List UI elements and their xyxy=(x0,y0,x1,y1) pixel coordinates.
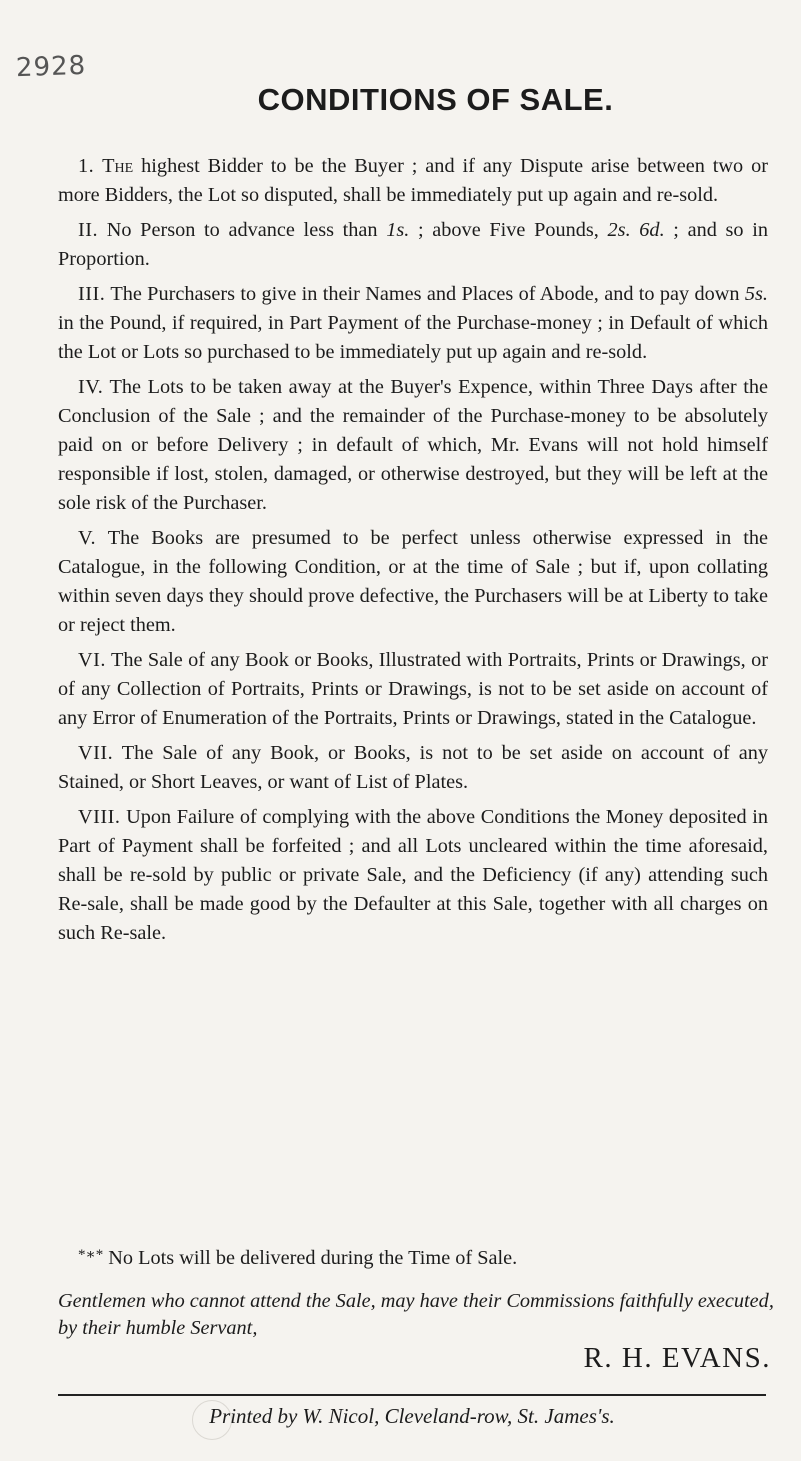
page-title: CONDITIONS OF SALE. xyxy=(257,82,614,117)
delivery-note-text: No Lots will be delivered during the Time of Sale. xyxy=(108,1247,518,1269)
condition-text: in the Pound, if required, in Part Payment of the Purchase-money ; in Default of which the Lot or Lots so purchased to be immediately put up again and re-sold. xyxy=(58,312,768,363)
delivery-note xyxy=(58,1241,768,1273)
condition-text: No Person to advance less than xyxy=(106,219,387,241)
condition-number: 1. xyxy=(78,155,95,177)
asterism-icon: *∗* xyxy=(78,1247,104,1263)
condition-text: The Sale of any Book, or Books, is not to be set aside on account of any Stained, or Short Leaves, or want of List of Plates. xyxy=(58,742,768,793)
condition-3 xyxy=(58,280,768,367)
condition-2 xyxy=(58,216,768,274)
condition-text: The Lots to be taken away at the Buyer's Expence, within Three Days after the Conclusion of the Sale ; and the remainder of the Purchase-money to be absolutely paid on or before Delivery ; in default of which, Mr. Evans will not hold himself responsible if lost, stolen, damaged, or otherwise destroyed, but they will be left at the sole risk of the Purchaser. xyxy=(58,376,768,514)
signature: R. H. EVANS. xyxy=(583,1342,771,1374)
condition-text: ; above Five Pounds, xyxy=(409,219,608,241)
handwritten-mark: 2928 xyxy=(15,50,87,84)
condition-1 xyxy=(58,152,768,210)
condition-text: ; and so in Proportion. xyxy=(58,219,769,270)
condition-4 xyxy=(58,373,768,518)
condition-7 xyxy=(58,739,768,797)
condition-number: II. xyxy=(78,219,99,241)
condition-number: VIII. xyxy=(78,806,121,828)
condition-number: IV. xyxy=(78,376,104,398)
printer-imprint: Printed by W. Nicol, Cleveland-row, St. James's. xyxy=(209,1404,615,1428)
condition-money: 5s. xyxy=(744,283,768,305)
condition-text: The Sale of any Book or Books, Illustrated with Portraits, Prints or Drawings, or of any Collection of Portraits, Prints or Drawings, is not to be set aside on account of any Error of Enumeration of the Portraits, Prints or Drawings, stated in the Catalogue. xyxy=(58,649,768,729)
condition-first-word: The xyxy=(102,155,134,177)
condition-text: highest Bidder to be the Buyer ; and if any Dispute arise between two or more Bidders, the Lot so disputed, shall be immediately put up again and re-sold. xyxy=(58,155,768,206)
closing-text: Gentlemen who cannot attend the Sale, may have their Commissions faithfully executed, by their humble Servant, xyxy=(58,1290,774,1339)
condition-text: The Purchasers to give in their Names and Places of Abode, and to pay down xyxy=(110,283,745,305)
conditions-list xyxy=(58,152,768,954)
condition-number: III. xyxy=(78,283,106,305)
condition-number: VII. xyxy=(78,742,114,764)
condition-text: The Books are presumed to be perfect unless otherwise expressed in the Catalogue, in the following Condition, or at the time of Sale ; but if, upon collating within seven days they should prove defective, the Purchasers will be at Liberty to take or reject them. xyxy=(58,527,768,636)
condition-number: VI. xyxy=(78,649,106,671)
condition-text: Upon Failure of complying with the above Conditions the Money deposited in Part of Payment shall be forfeited ; and all Lots uncleared within the time aforesaid, shall be re-sold by public or private Sale, and the Deficiency (if any) attending such Re-sale, shall be made good by the Defaulter at this Sale, together with all charges on such Re-sale. xyxy=(58,806,768,944)
condition-number: V. xyxy=(78,527,97,549)
condition-money: 1s. xyxy=(386,219,410,241)
condition-5 xyxy=(58,524,768,640)
condition-6 xyxy=(58,646,768,733)
condition-8 xyxy=(58,803,768,948)
divider xyxy=(58,1394,766,1396)
condition-money: 2s. 6d. xyxy=(607,219,665,241)
